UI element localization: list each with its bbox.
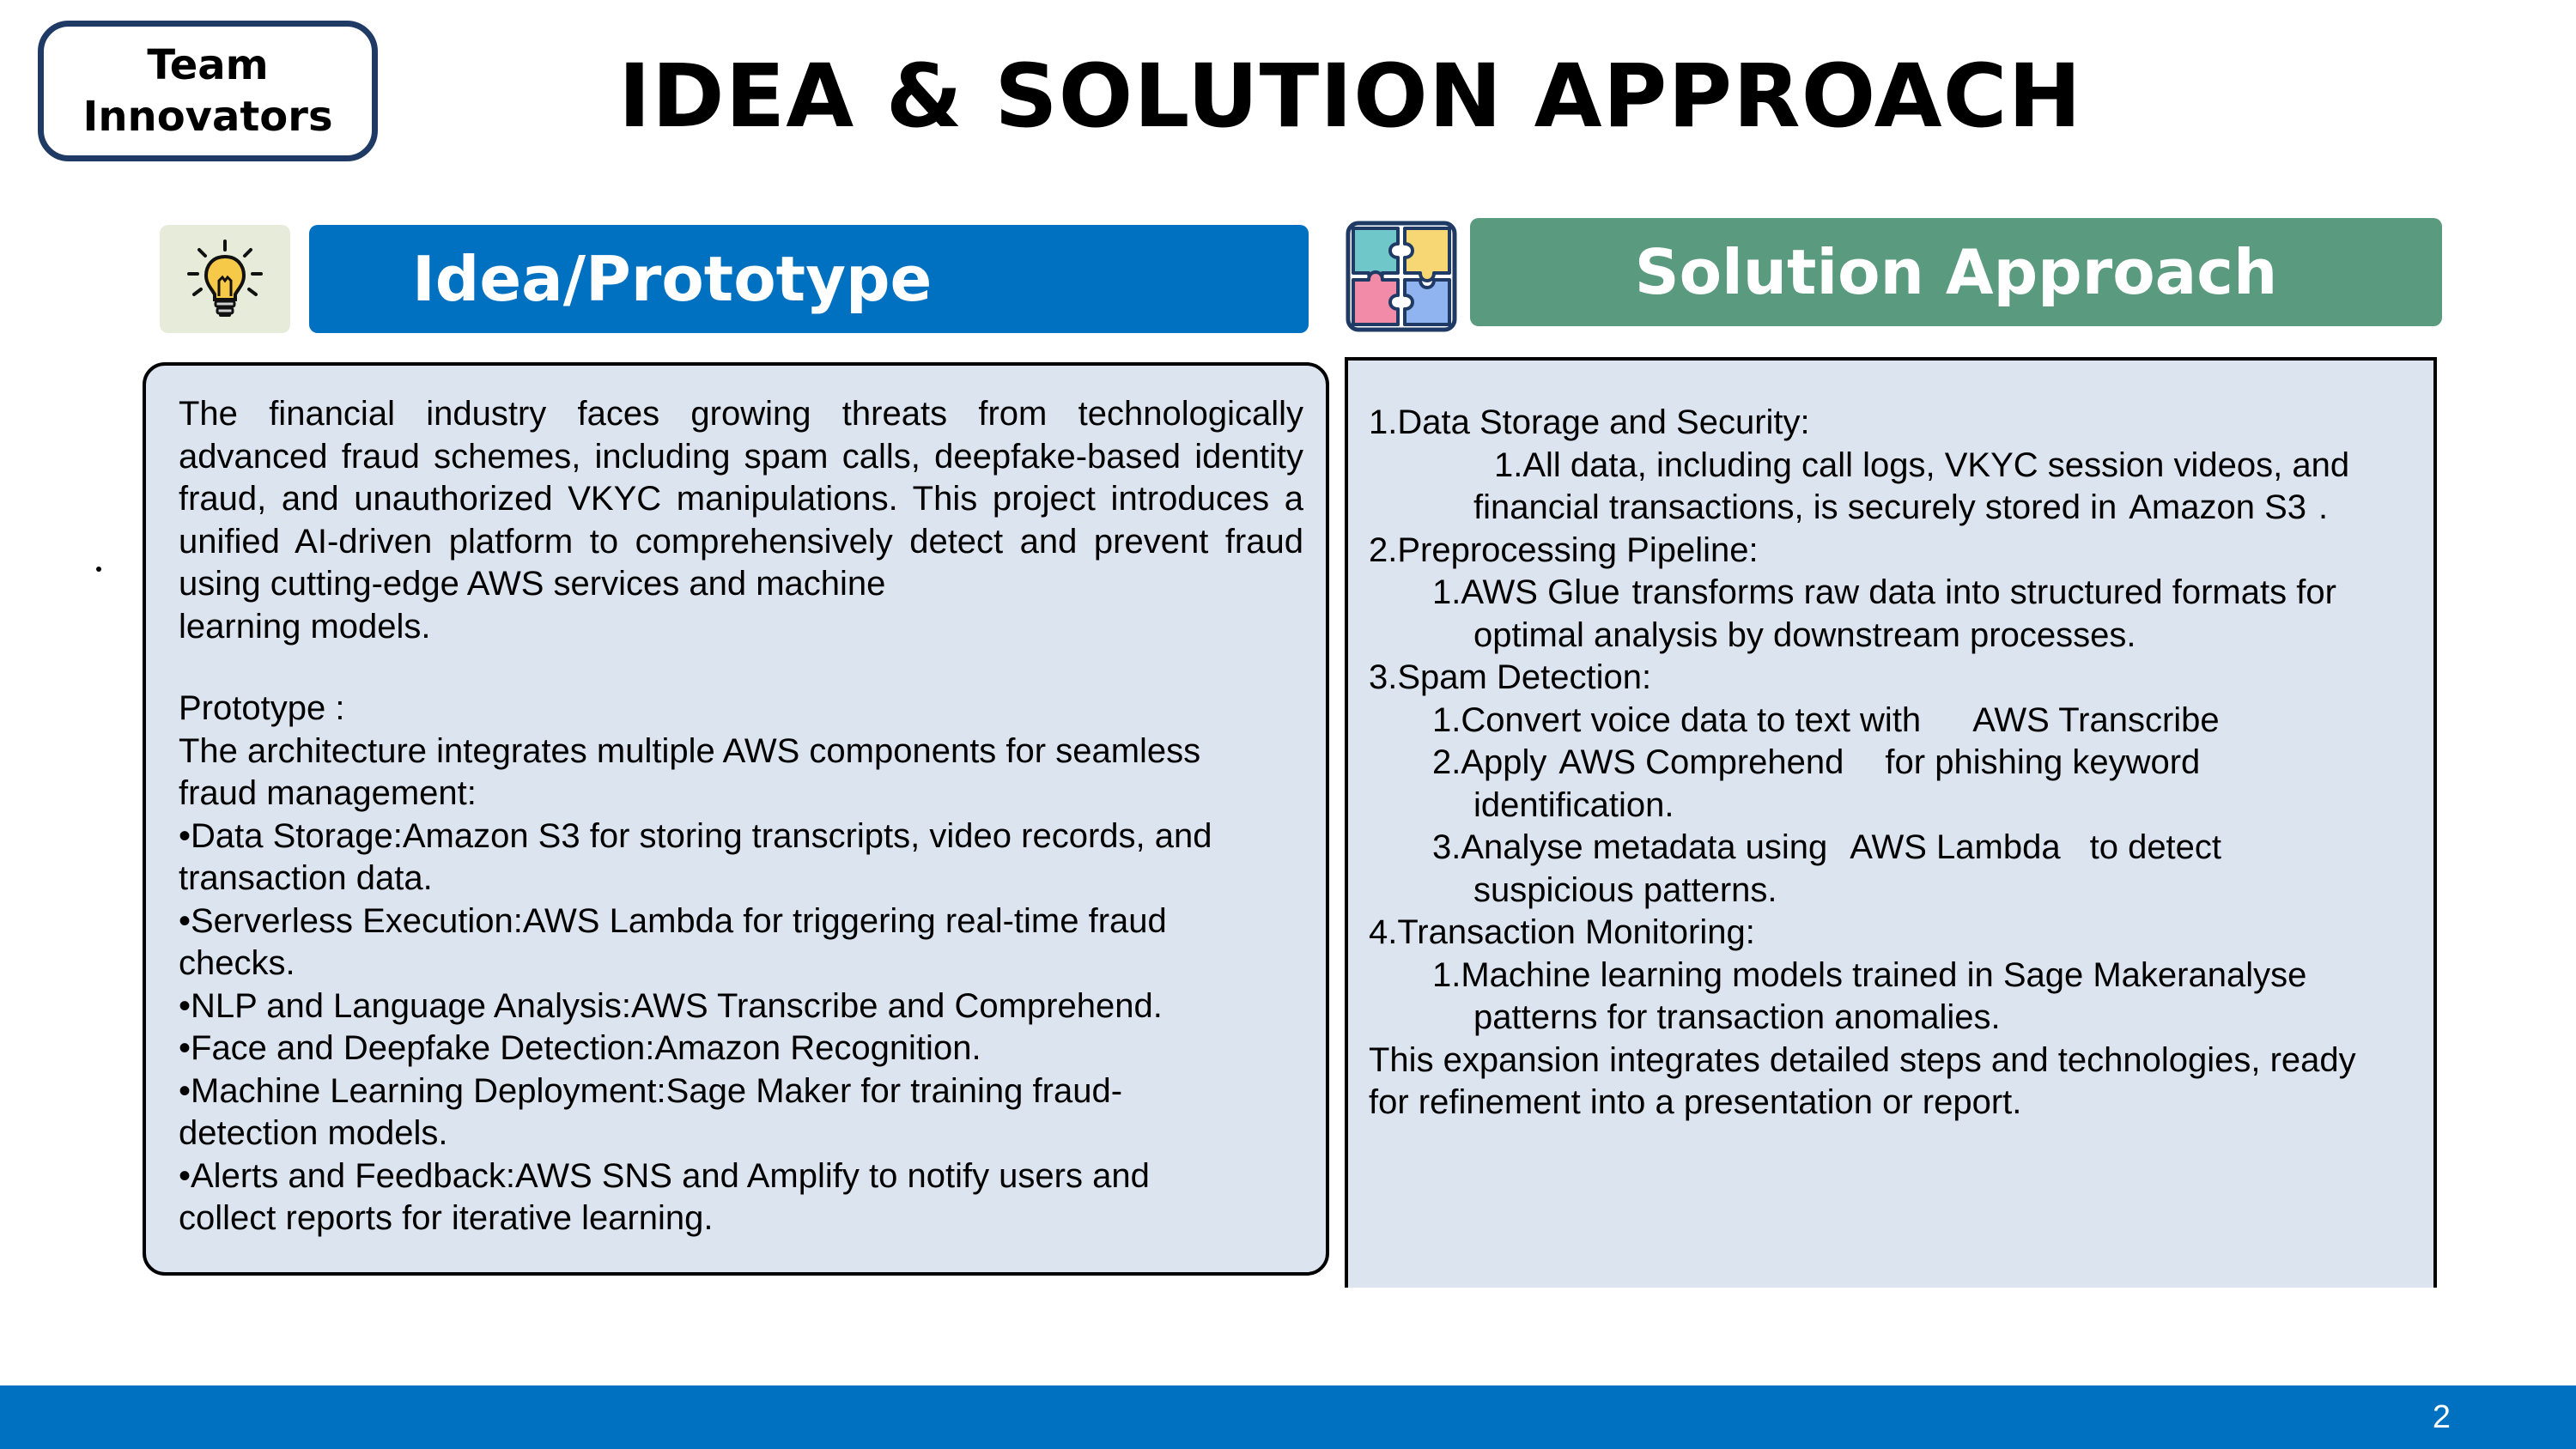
- solution-item-line: 1.Machine learning models trained in Sage Makeranalyse: [1432, 955, 2307, 994]
- item-text: transforms raw data into structured formats for: [1631, 573, 2336, 611]
- aws-term: Amazon S3: [2129, 488, 2307, 526]
- section-heading: 3.Spam Detection:: [1369, 658, 1652, 696]
- bullet-line: •Machine Learning Deployment:Sage Maker for training fraud-: [179, 1071, 1123, 1110]
- page-title: IDEA & SOLUTION APPROACH: [618, 45, 2082, 148]
- solution-approach-header: Solution Approach: [1470, 218, 2442, 326]
- idea-intro: The financial industry faces growing threats from technologically advanced fraud schemes, including spam calls, deepfake-based identity fraud, and unauthorized VKYC manipulations. This project introduces a unified AI-driven platform to comprehensively detect and prevent fraud using cutting-edge AWS services and machine: [179, 395, 1303, 603]
- bullet-line: checks.: [179, 944, 295, 982]
- closing-text: for refinement into a presentation or report.: [1369, 1083, 2022, 1121]
- section-heading: 1.Data Storage and Security:: [1369, 403, 1810, 441]
- architecture-line: The architecture integrates multiple AWS components for seamless: [179, 731, 1201, 770]
- solution-item-line: optimal analysis by downstream processes.: [1473, 615, 2136, 654]
- solution-item-line: [1369, 572, 2416, 615]
- item-text: .: [2318, 488, 2329, 526]
- puzzle-icon: [1345, 220, 1458, 333]
- bullet-line: •NLP and Language Analysis:AWS Transcribe and Comprehend.: [179, 986, 1163, 1025]
- bullet-line: •Face and Deepfake Detection:Amazon Recognition.: [179, 1029, 981, 1067]
- solution-item-line: [1369, 742, 2416, 785]
- solution-item-line: [1369, 827, 2416, 870]
- team-badge-line2: Innovators: [82, 93, 333, 141]
- footer-bar: [0, 1385, 2576, 1449]
- aws-term: 1.AWS Glue: [1432, 573, 1620, 611]
- item-text: 1.Convert voice data to text with: [1432, 700, 1922, 739]
- item-text: for phishing keyword: [1885, 743, 2201, 781]
- lightbulb-icon-tile: [160, 225, 290, 333]
- bullet-line: transaction data.: [179, 859, 433, 897]
- idea-panel: [143, 362, 1329, 1276]
- idea-intro-tail: learning models.: [179, 607, 431, 646]
- closing-text: This expansion integrates detailed steps and technologies, ready: [1369, 1040, 2356, 1079]
- architecture-line: fraud management:: [179, 774, 477, 812]
- team-badge: [38, 21, 378, 161]
- bullet-line: •Alerts and Feedback:AWS SNS and Amplify to notify users and: [179, 1156, 1150, 1195]
- item-text: financial transactions, is securely stored in: [1473, 488, 2117, 526]
- section-heading: 2.Preprocessing Pipeline:: [1369, 530, 1759, 569]
- team-badge-line1: Team: [147, 41, 269, 89]
- bullet-line: collect reports for iterative learning.: [179, 1199, 714, 1237]
- aws-term: AWS Comprehend: [1558, 743, 1844, 781]
- item-text: to detect: [2089, 828, 2222, 866]
- aws-term: AWS Transcribe: [1972, 700, 2220, 739]
- solution-item-line: patterns for transaction anomalies.: [1473, 998, 2001, 1036]
- item-text: 2.Apply: [1432, 743, 1547, 781]
- solution-item-line: 1.All data, including call logs, VKYC session videos, and: [1494, 446, 2350, 484]
- idea-prototype-header: Idea/Prototype: [309, 225, 1309, 333]
- bullet-line: •Serverless Execution:AWS Lambda for triggering real-time fraud: [179, 901, 1167, 940]
- prototype-heading: Prototype :: [179, 689, 345, 727]
- item-text: 3.Analyse metadata using: [1432, 828, 1828, 866]
- bullet-line: detection models.: [179, 1114, 448, 1152]
- section-heading: 4.Transaction Monitoring:: [1369, 913, 1755, 951]
- lightbulb-icon: [182, 236, 268, 322]
- solution-item-line: [1369, 700, 2416, 743]
- solution-item-line: suspicious patterns.: [1473, 870, 1777, 909]
- solution-item-line: identification.: [1473, 785, 1674, 824]
- stray-dot: [96, 567, 101, 572]
- bullet-line: •Data Storage:Amazon S3 for storing transcripts, video records, and: [179, 816, 1212, 855]
- solution-panel: [1345, 357, 2437, 1288]
- aws-term: AWS Lambda: [1850, 828, 2061, 866]
- solution-item-line: [1369, 487, 2416, 530]
- page-number: 2: [2432, 1399, 2451, 1435]
